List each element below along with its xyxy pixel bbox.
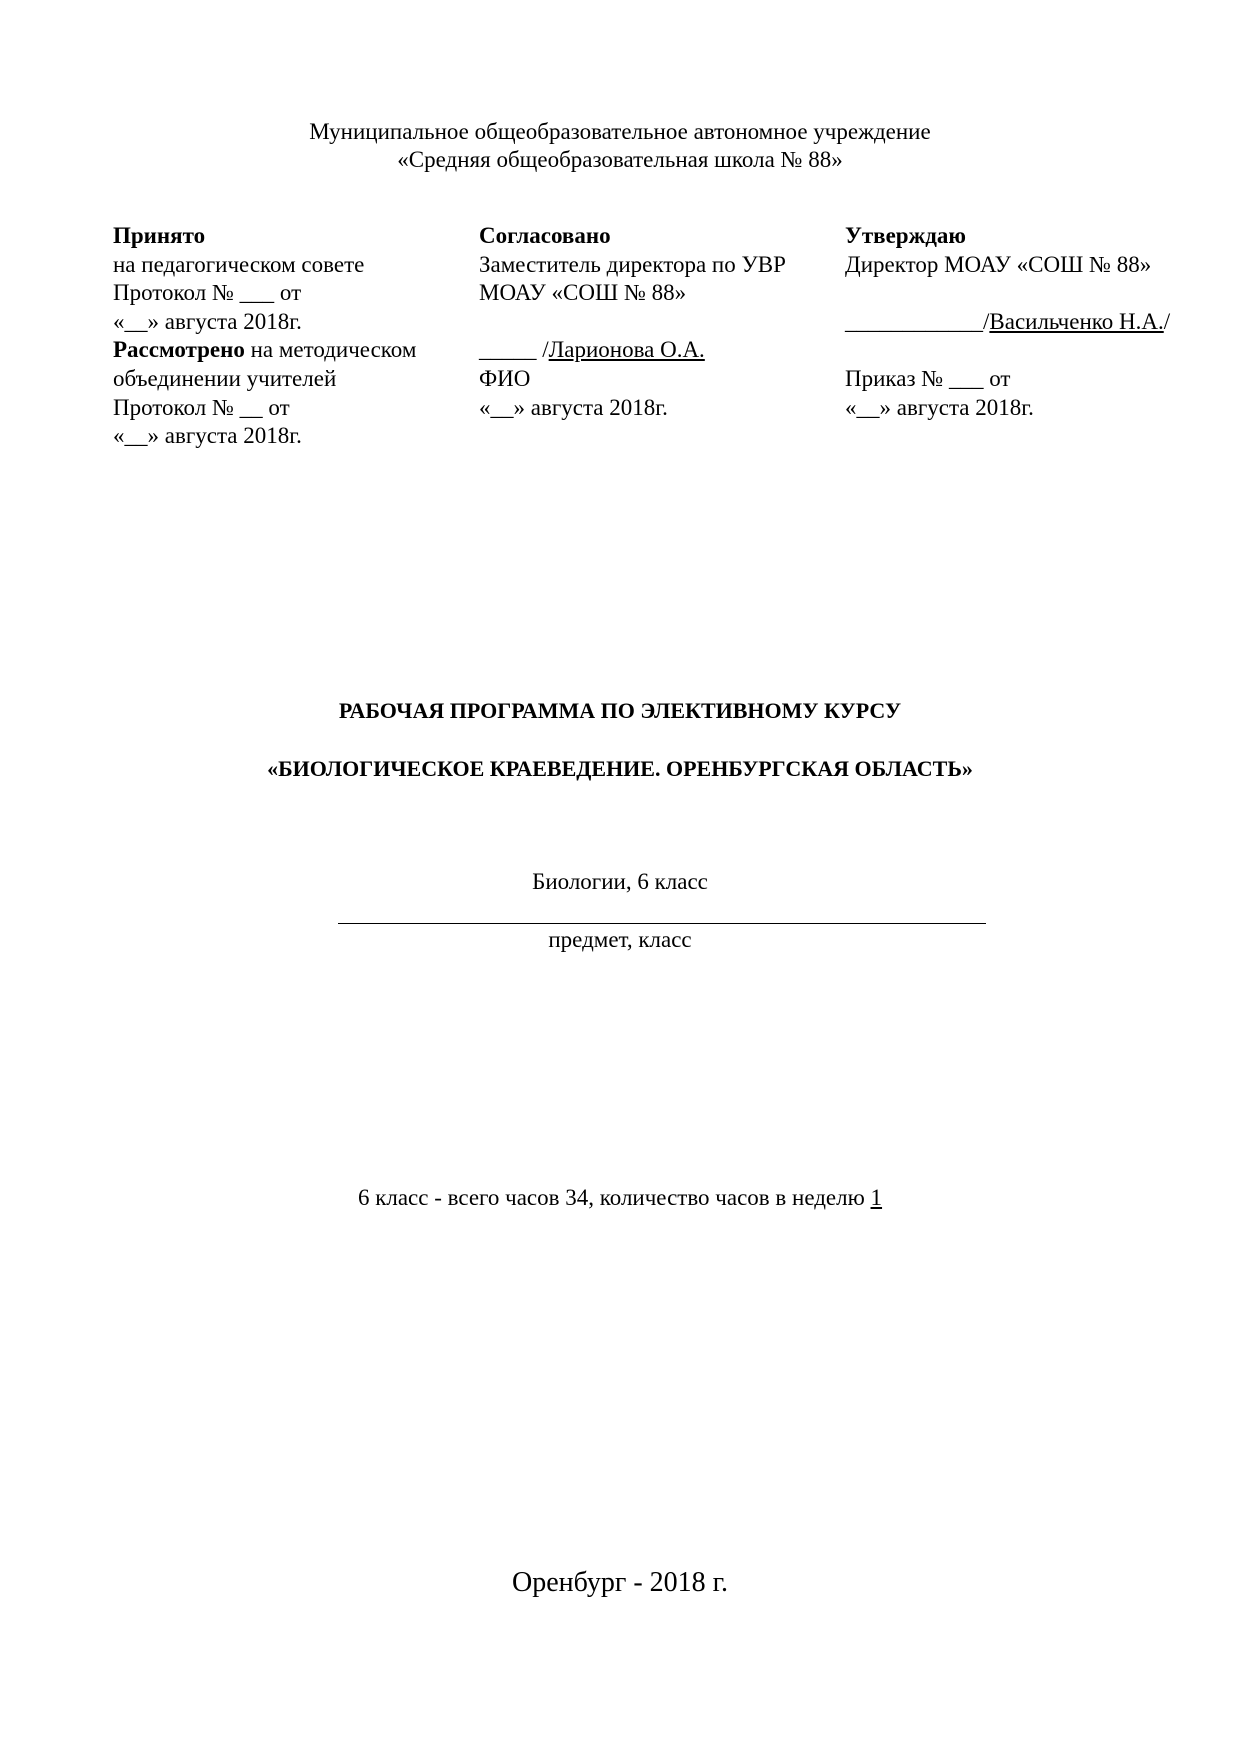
reviewed-rest: на методическом	[244, 337, 417, 363]
institution-name-line-1: Муниципальное общеобразовательное автономное учреждение	[309, 119, 931, 144]
agreed-column	[479, 222, 786, 422]
approved-signature-line	[845, 308, 1170, 337]
agreed-date: «__» августа 2018г.	[479, 394, 668, 420]
agreed-spacer	[479, 308, 786, 337]
institution-name-line-2: «Средняя общеобразовательная школа № 88»	[397, 147, 843, 172]
agreed-school: МОАУ «СОШ № 88»	[479, 280, 687, 306]
hours-text: 6 класс - всего часов 34, количество часов в неделю	[357, 1185, 871, 1210]
approved-title: Утверждаю	[845, 223, 966, 248]
reviewed-line	[113, 336, 416, 365]
accepted-council: на педагогическом совете	[113, 251, 365, 277]
accepted-date: «__» августа 2018г.	[113, 308, 302, 334]
agreed-title: Согласовано	[479, 223, 611, 248]
hours-line	[0, 1184, 1240, 1212]
approved-position: Директор МОАУ «СОШ № 88»	[845, 251, 1152, 277]
agreed-signature-name: Ларионова О.А.	[548, 337, 705, 363]
agreed-signature-blank: _____ /	[479, 337, 549, 363]
program-title: РАБОЧАЯ ПРОГРАММА ПО ЭЛЕКТИВНОМУ КУРСУ	[338, 698, 902, 723]
agreed-signature-line	[479, 336, 786, 365]
subject-value: Биологии, 6 класс	[532, 869, 708, 894]
reviewed-label: Рассмотрено	[113, 337, 245, 363]
approved-signature-blank: ____________/	[845, 308, 990, 334]
approved-spacer-2	[845, 336, 1170, 365]
accepted-protocol: Протокол № ___ от	[113, 280, 302, 306]
approved-column	[845, 222, 1170, 422]
reviewed-association: объединении учителей	[113, 365, 337, 391]
city-year: Оренбург - 2018 г.	[512, 1567, 728, 1598]
approved-signature-name: Васильченко Н.А.	[989, 308, 1164, 334]
approved-order: Приказ № ___ от	[845, 365, 1011, 391]
hours-per-week: 1	[870, 1185, 883, 1210]
approved-signature-end: /	[1163, 308, 1171, 334]
agreed-fio: ФИО	[479, 365, 531, 391]
agreed-position: Заместитель директора по УВР	[479, 251, 786, 277]
subject-underline	[338, 923, 986, 924]
reviewed-protocol: Протокол № __ от	[113, 394, 290, 420]
accepted-title: Принято	[113, 223, 206, 248]
approved-spacer	[845, 279, 1170, 308]
accepted-column	[113, 222, 416, 451]
subject-caption: предмет, класс	[548, 927, 692, 952]
approved-date: «__» августа 2018г.	[845, 394, 1034, 420]
course-title: «БИОЛОГИЧЕСКОЕ КРАЕВЕДЕНИЕ. ОРЕНБУРГСКАЯ ОБЛАСТЬ»	[267, 756, 973, 781]
reviewed-date: «__» августа 2018г.	[113, 423, 302, 449]
